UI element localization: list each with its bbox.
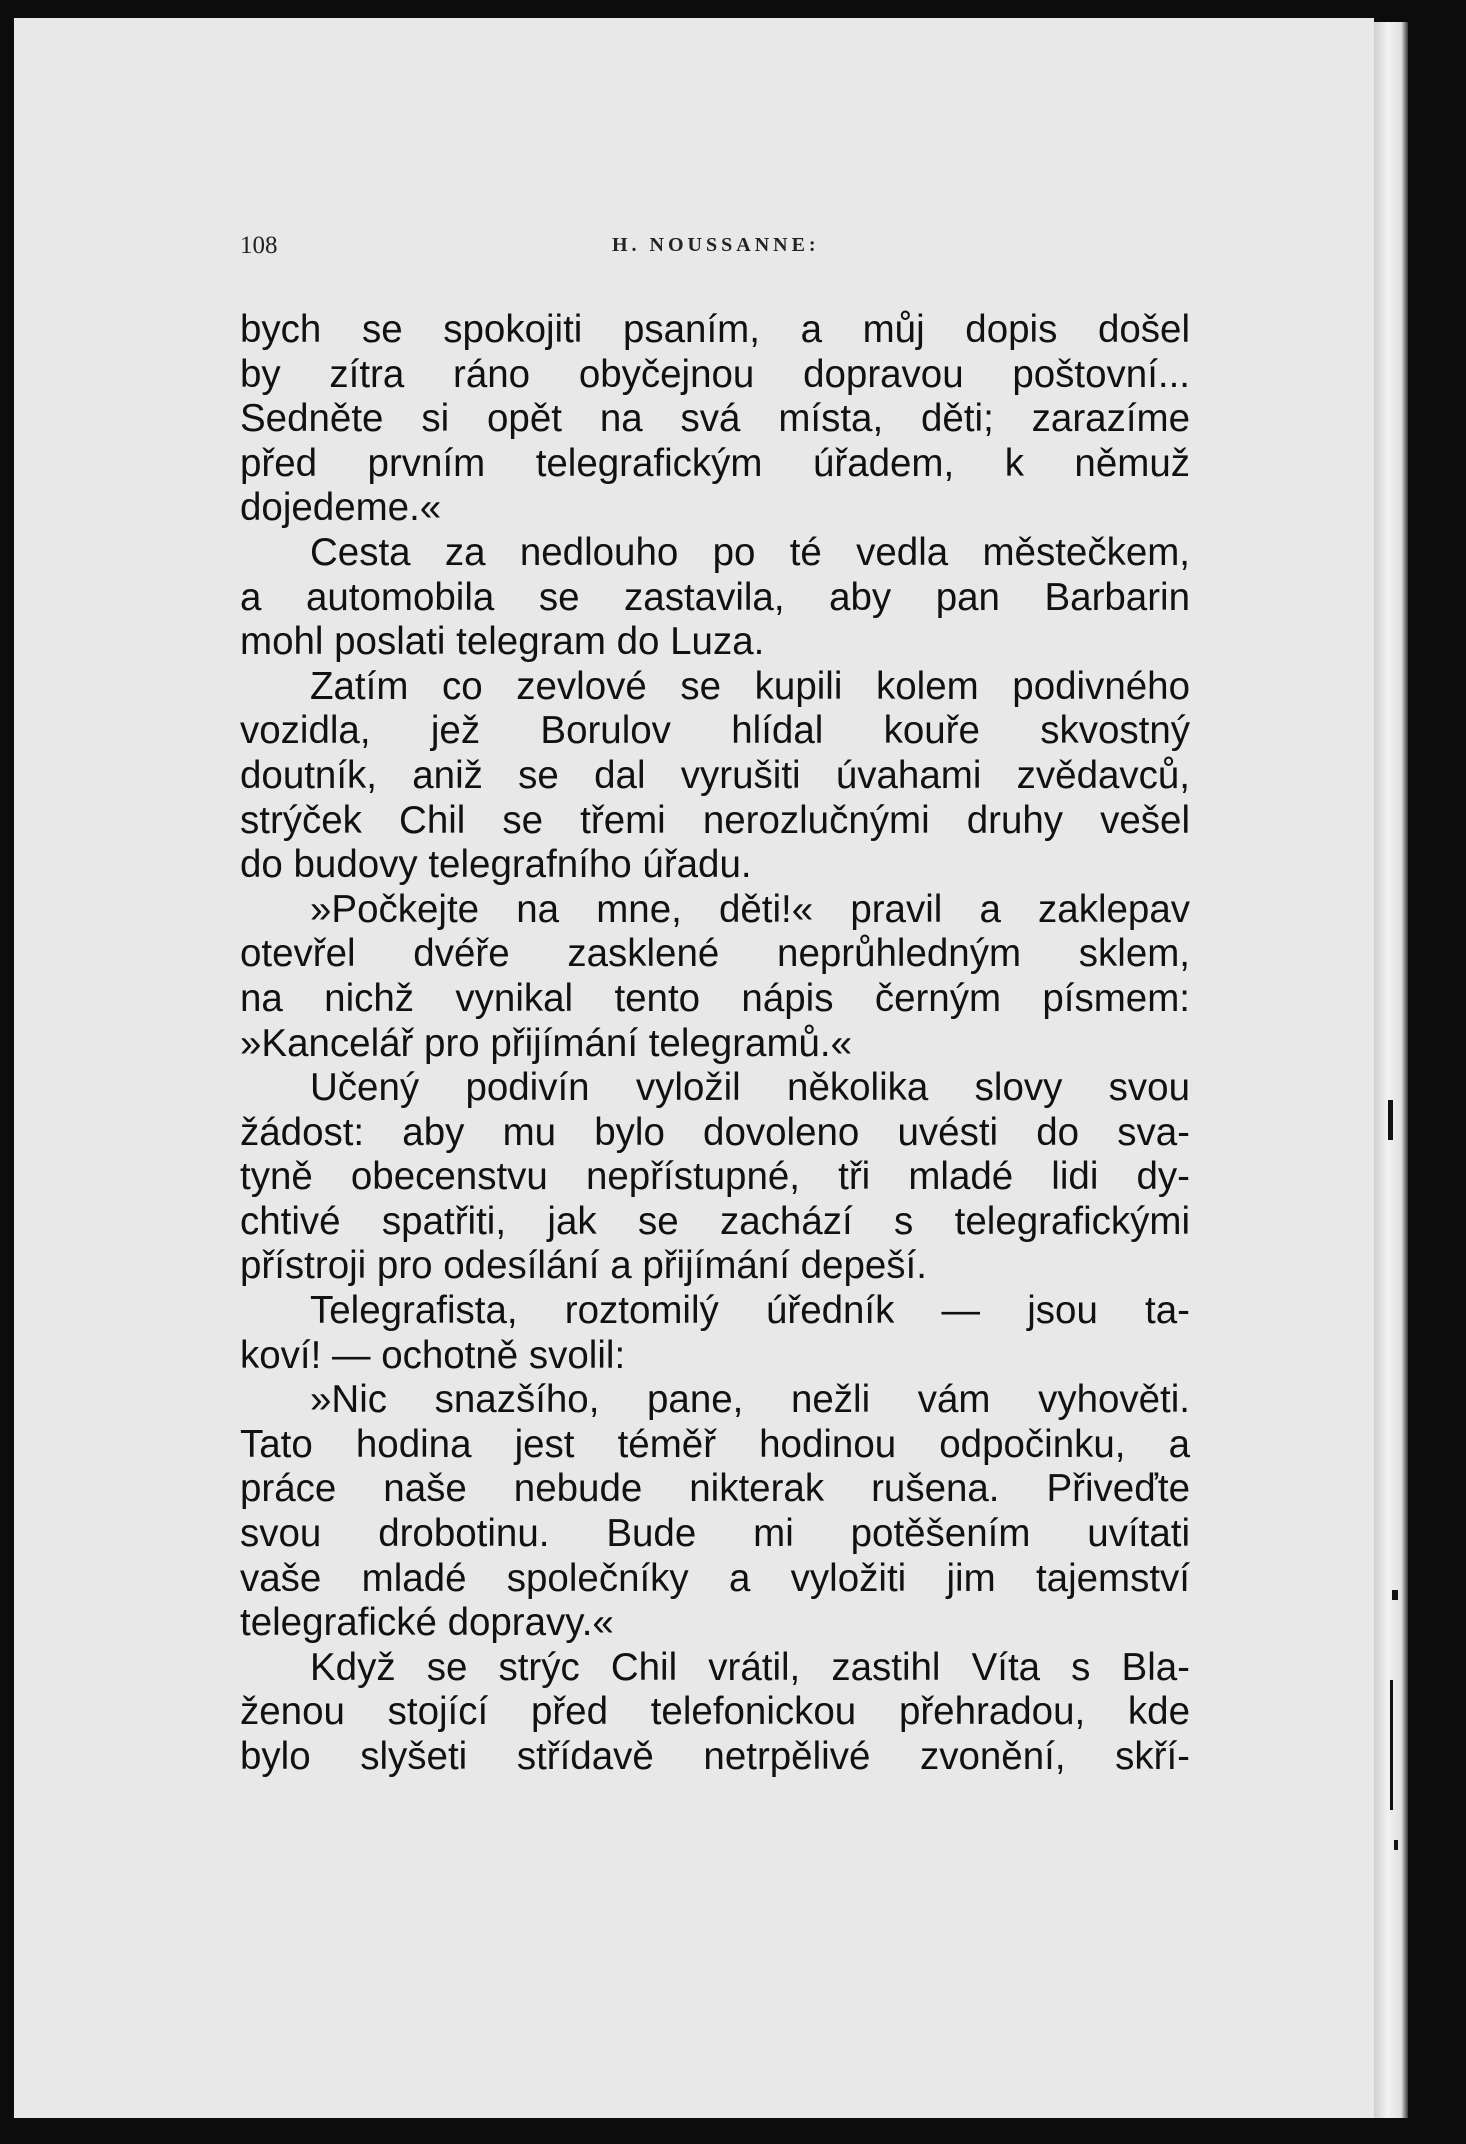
text-line: »Nic snazšího, pane, nežli vám vyhověti. [310,1378,1190,1422]
text-line: otevřel dvéře zasklené neprůhledným sklem, [240,932,1190,976]
page-number: 108 [240,232,278,259]
margin-mark [1390,1680,1393,1810]
text-line: Sedněte si opět na svá místa, děti; zarazíme [240,397,1190,441]
text-line: vozidla, jež Borulov hlídal kouře skvostný [240,709,1190,753]
text-line: mohl poslati telegram do Luza. [240,620,765,664]
text-line: a automobila se zastavila, aby pan Barbarin [240,575,1190,619]
text-line: žádost: aby mu bylo dovoleno uvésti do sva- [240,1110,1190,1154]
page-header [240,232,840,262]
text-line: do budovy telegrafního úřadu. [240,843,752,887]
margin-mark [1388,1100,1393,1140]
text-line: na nichž vynikal tento nápis černým písmem: [240,976,1190,1020]
body-text [240,308,1190,1780]
text-line: telegrafické dopravy.« [240,1601,614,1645]
text-line: Když se strýc Chil vrátil, zastihl Víta s Bla- [310,1645,1190,1689]
text-line: »Počkejte na mne, děti!« pravil a zaklepav [310,887,1190,931]
text-line: svou drobotinu. Bude mi potěšením uvítati [240,1512,1190,1556]
text-line: Tato hodina jest téměř hodinou odpočinku, a [240,1422,1190,1466]
text-line: strýček Chil se třemi nerozlučnými druhy vešel [240,798,1190,842]
text-line: doutník, aniž se dal vyrušiti úvahami zvědavců, [240,753,1190,797]
text-line: práce naše nebude nikterak rušena. Přiveďte [240,1467,1190,1511]
text-line: ženou stojící před telefonickou přehradou, kde [240,1690,1190,1734]
text-line: tyně obecenstvu nepřístupné, tři mladé lidi dy- [240,1155,1190,1199]
text-line: bych se spokojiti psaním, a můj dopis došel [240,308,1190,351]
text-line: před prvním telegrafickým úřadem, k němuž [240,441,1190,485]
text-line: Zatím co zevlové se kupili kolem podivného [310,664,1190,708]
text-line: by zítra ráno obyčejnou dopravou poštovní... [240,352,1190,396]
text-line: bylo slyšeti střídavě netrpělivé zvonění, skří- [240,1735,1190,1778]
text-line: přístroji pro odesílání a přijímání depeší. [240,1244,927,1288]
text-line: Učený podivín vyložil několika slovy svou [310,1066,1190,1110]
text-line: vaše mladé společníky a vyložiti jim tajemství [240,1556,1190,1600]
text-line: »Kancelář pro přijímání telegramů.« [240,1021,853,1065]
text-line: koví! — ochotně svolil: [240,1333,626,1377]
running-head: H. NOUSSANNE: [612,234,820,256]
text-line: Telegrafista, roztomilý úředník — jsou ta- [310,1289,1190,1333]
text-line: chtivé spatřiti, jak se zachází s telegrafickými [240,1199,1190,1243]
text-line: Cesta za nedlouho po té vedla městečkem, [310,530,1190,574]
text-line: dojedeme.« [240,486,442,530]
margin-mark [1394,1840,1398,1850]
margin-mark [1392,1590,1398,1600]
